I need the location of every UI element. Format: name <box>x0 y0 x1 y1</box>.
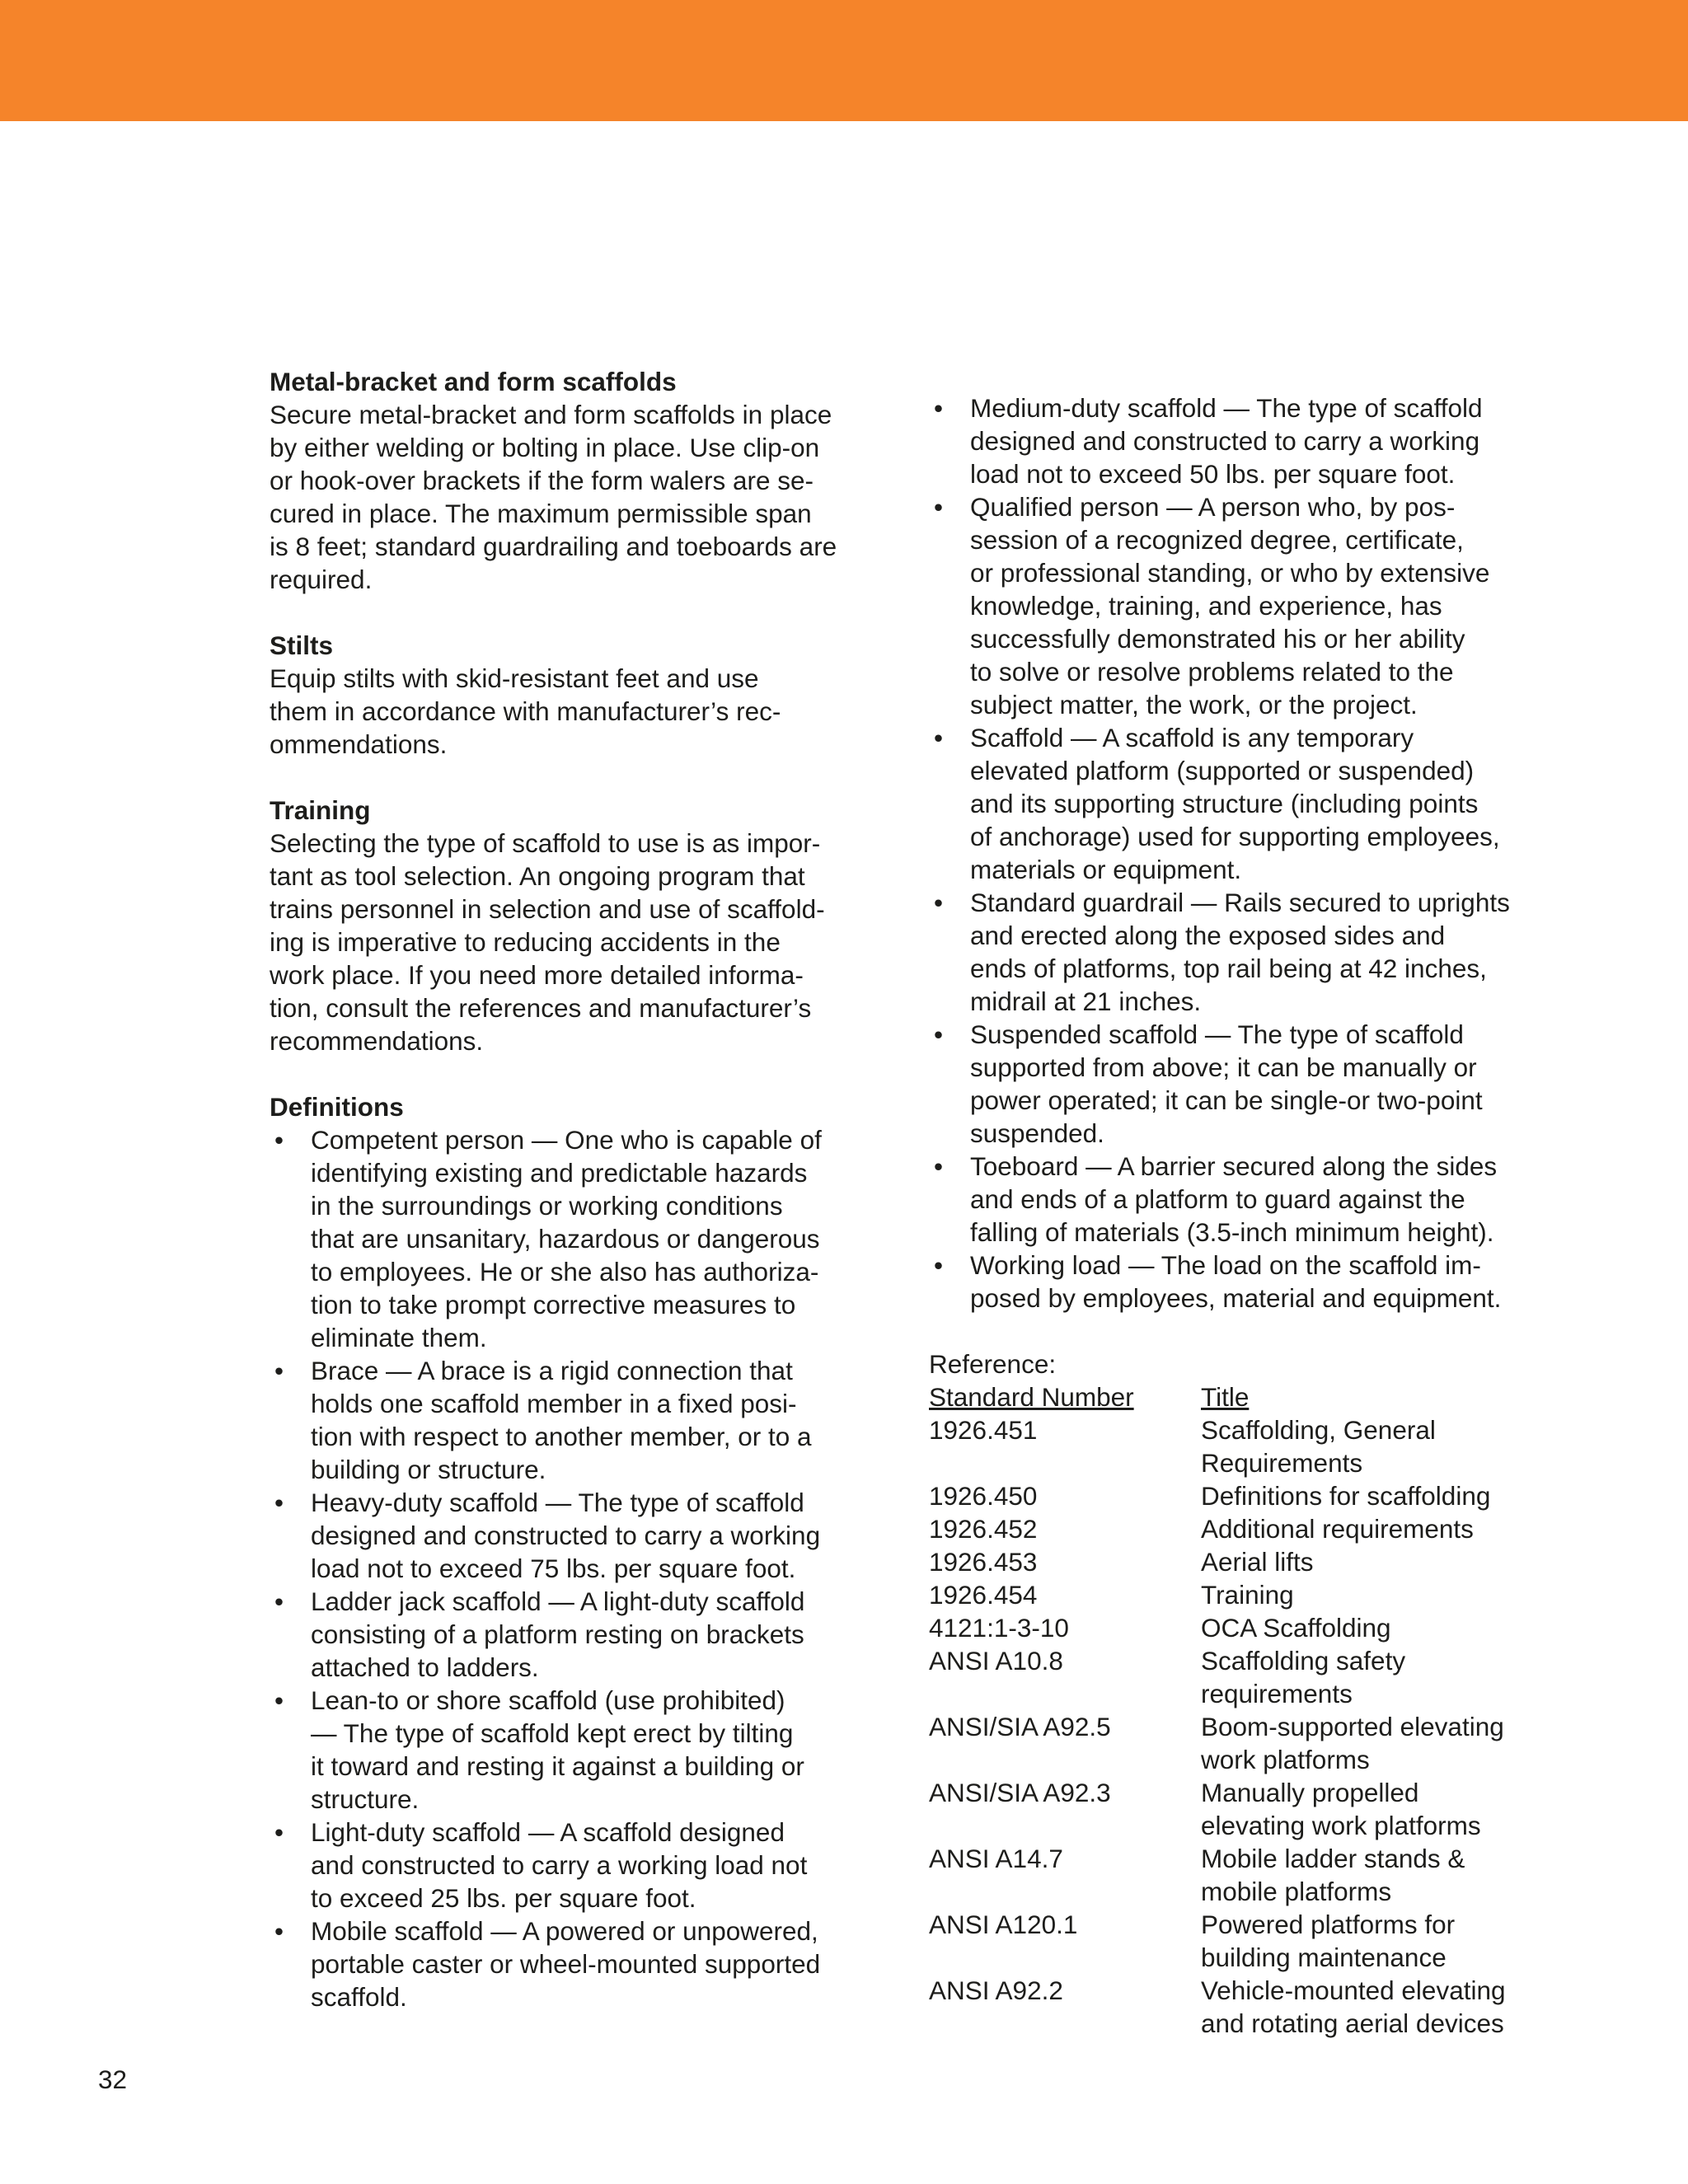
text-line: • Heavy-duty scaffold — The type of scaffold <box>311 1488 804 1517</box>
text-line: that are unsanitary, hazardous or dangerous <box>311 1224 820 1254</box>
text-line: tion, consult the references and manufacturer’s <box>270 993 812 1023</box>
standard-title <box>1201 1644 1572 1710</box>
standard-number: 1926.450 <box>929 1481 1038 1511</box>
reference-row <box>929 1908 1572 1974</box>
text-line: and erected along the exposed sides and <box>970 921 1446 950</box>
section-body <box>270 398 879 596</box>
reference-row <box>929 1413 1572 1479</box>
text-line: to solve or resolve problems related to the <box>970 657 1454 687</box>
text-line: work place. If you need more detailed informa- <box>270 960 804 990</box>
reference-row <box>929 1512 1572 1545</box>
standard-title <box>1201 1413 1572 1479</box>
standard-title <box>1201 1578 1572 1611</box>
text-line: ommendations. <box>270 729 448 759</box>
sections <box>270 365 879 1057</box>
standard-number: 1926.451 <box>929 1415 1038 1445</box>
page-number: 32 <box>98 2064 128 2094</box>
definition-item <box>929 721 1564 886</box>
standard-number: ANSI A14.7 <box>929 1844 1063 1873</box>
text-line: posed by employees, material and equipment. <box>970 1283 1502 1313</box>
text-line: Manually propelled <box>1201 1778 1419 1807</box>
definition-item <box>270 1684 879 1816</box>
definition-item <box>929 391 1564 490</box>
section-heading: Metal-bracket and form scaffolds <box>270 367 677 396</box>
text-line: power operated; it can be single-or two-point <box>970 1085 1483 1115</box>
text-line: • Medium-duty scaffold — The type of scaffold <box>970 393 1483 423</box>
text-line: Mobile ladder stands & <box>1201 1844 1465 1873</box>
standard-title <box>1201 1479 1572 1512</box>
reference-row <box>929 1644 1572 1710</box>
definitions-list-left <box>270 1123 879 2013</box>
definition-item <box>270 1354 879 1486</box>
text-line: building maintenance <box>1201 1943 1447 1972</box>
text-line: work platforms <box>1201 1745 1370 1774</box>
text-line: Secure metal-bracket and form scaffolds in place <box>270 400 832 429</box>
reference-row <box>929 1710 1572 1776</box>
text-line: • Ladder jack scaffold — A light-duty scaffold <box>311 1586 805 1616</box>
text-line: Boom-supported elevating <box>1201 1712 1504 1741</box>
text-line: ends of platforms, top rail being at 42 inches, <box>970 954 1487 983</box>
text-line: and constructed to carry a working load not <box>311 1850 808 1880</box>
text-line: Aerial lifts <box>1201 1547 1314 1577</box>
text-line: • Light-duty scaffold — A scaffold designed <box>311 1817 785 1847</box>
text-line: elevated platform (supported or suspended) <box>970 756 1475 785</box>
text-line: is 8 feet; standard guardrailing and toeboards are <box>270 532 837 561</box>
right-column <box>929 391 1564 2040</box>
text-line: trains personnel in selection and use of scaffold- <box>270 894 825 924</box>
standard-title <box>1201 1545 1572 1578</box>
text-line: it toward and resting it against a building or <box>311 1751 804 1781</box>
text-line: attached to ladders. <box>311 1652 539 1682</box>
text-line: identifying existing and predictable hazards <box>311 1158 808 1188</box>
reference-rows <box>929 1413 1572 2040</box>
text-line: Definitions for scaffolding <box>1201 1481 1491 1511</box>
text-line: Additional requirements <box>1201 1514 1474 1544</box>
text-line: materials or equipment. <box>970 855 1242 884</box>
text-line: session of a recognized degree, certificate, <box>970 525 1464 555</box>
text-line: Training <box>1201 1580 1294 1610</box>
definitions-list-right <box>929 391 1564 1315</box>
section-body <box>270 662 879 761</box>
text-line: Scaffolding safety <box>1201 1646 1406 1675</box>
standard-number: ANSI/SIA A92.5 <box>929 1712 1111 1741</box>
text-line: to employees. He or she also has authoriza- <box>311 1257 819 1286</box>
standard-title <box>1201 1710 1572 1776</box>
reference-table <box>929 1380 1572 2040</box>
reference-label: Reference: <box>929 1349 1057 1379</box>
text-line: Selecting the type of scaffold to use is as impor- <box>270 828 821 858</box>
text-line: by either welding or bolting in place. Use clip-on <box>270 433 820 462</box>
text-line: • Lean-to or shore scaffold (use prohibited) <box>311 1685 785 1715</box>
text-line: eliminate them. <box>311 1323 487 1352</box>
reference-header-standard: Standard Number <box>929 1382 1134 1412</box>
text-line: Requirements <box>1201 1448 1363 1478</box>
text-line: and its supporting structure (including points <box>970 789 1479 818</box>
definition-item <box>929 1249 1564 1315</box>
definition-item <box>929 886 1564 1018</box>
standard-title <box>1201 1512 1572 1545</box>
reference-block <box>929 1347 1564 2040</box>
standard-number: 1926.453 <box>929 1547 1038 1577</box>
standard-title <box>1201 1842 1572 1908</box>
text-line: supported from above; it can be manually or <box>970 1052 1477 1082</box>
reference-row <box>929 1611 1572 1644</box>
text-line: required. <box>270 565 373 594</box>
section <box>270 794 879 1057</box>
text-line: tant as tool selection. An ongoing program that <box>270 861 805 891</box>
header-band <box>0 0 1688 121</box>
reference-row <box>929 1974 1572 2040</box>
reference-row <box>929 1578 1572 1611</box>
text-line: • Scaffold — A scaffold is any temporary <box>970 723 1414 752</box>
definitions-section <box>270 1090 879 2013</box>
text-line: designed and constructed to carry a working <box>970 426 1480 456</box>
definition-item <box>929 1150 1564 1249</box>
text-line: tion to take prompt corrective measures to <box>311 1290 796 1319</box>
text-line: holds one scaffold member in a fixed posi- <box>311 1389 797 1418</box>
text-line: Equip stilts with skid-resistant feet and use <box>270 663 759 693</box>
definitions-heading: Definitions <box>270 1092 404 1122</box>
definition-item <box>270 1585 879 1684</box>
text-line: load not to exceed 75 lbs. per square foot. <box>311 1554 796 1583</box>
section <box>270 365 879 596</box>
standard-number: ANSI A120.1 <box>929 1910 1078 1939</box>
text-line: • Suspended scaffold — The type of scaffold <box>970 1019 1464 1049</box>
text-line: • Toeboard — A barrier secured along the sides <box>970 1151 1498 1181</box>
standard-number: ANSI A10.8 <box>929 1646 1063 1675</box>
reference-row <box>929 1545 1572 1578</box>
definition-item <box>270 1915 879 2013</box>
text-line: or professional standing, or who by extensive <box>970 558 1490 588</box>
text-line: to exceed 25 lbs. per square foot. <box>311 1883 696 1913</box>
text-line: suspended. <box>970 1118 1104 1148</box>
text-line: building or structure. <box>311 1455 546 1484</box>
standard-number: 1926.452 <box>929 1514 1038 1544</box>
text-line: — The type of scaffold kept erect by tilting <box>311 1718 794 1748</box>
text-line: subject matter, the work, or the project. <box>970 690 1418 719</box>
text-line: tion with respect to another member, or to a <box>311 1422 812 1451</box>
text-line: elevating work platforms <box>1201 1811 1481 1840</box>
standard-number: 4121:1-3-10 <box>929 1613 1069 1643</box>
standard-title <box>1201 1908 1572 1974</box>
text-line: • Brace — A brace is a rigid connection that <box>311 1356 793 1385</box>
text-line: and ends of a platform to guard against the <box>970 1184 1465 1214</box>
reference-row <box>929 1842 1572 1908</box>
text-line: portable caster or wheel-mounted supported <box>311 1949 821 1979</box>
text-line: successfully demonstrated his or her ability <box>970 624 1465 654</box>
text-line: consisting of a platform resting on brackets <box>311 1619 804 1649</box>
text-line: Powered platforms for <box>1201 1910 1456 1939</box>
text-line: • Standard guardrail — Rails secured to uprights <box>970 888 1510 917</box>
text-line: or hook-over brackets if the form walers are se- <box>270 466 814 495</box>
section <box>270 629 879 761</box>
definition-item <box>929 1018 1564 1150</box>
text-line: midrail at 21 inches. <box>970 987 1202 1016</box>
text-line: and rotating aerial devices <box>1201 2008 1504 2038</box>
text-line: ing is imperative to reducing accidents in the <box>270 927 781 957</box>
text-line: scaffold. <box>311 1982 407 2012</box>
standard-title <box>1201 1611 1572 1644</box>
section-heading: Training <box>270 795 371 825</box>
text-line: OCA Scaffolding <box>1201 1613 1391 1643</box>
text-line: mobile platforms <box>1201 1877 1392 1906</box>
left-column <box>270 365 879 2046</box>
text-line: Scaffolding, General <box>1201 1415 1436 1445</box>
reference-header-row <box>929 1380 1572 1413</box>
text-line: • Mobile scaffold — A powered or unpowered, <box>311 1916 818 1946</box>
standard-title <box>1201 1776 1572 1842</box>
text-line: requirements <box>1201 1679 1353 1708</box>
text-line: in the surroundings or working conditions <box>311 1191 783 1221</box>
text-line: recommendations. <box>270 1026 484 1056</box>
text-line: falling of materials (3.5-inch minimum height). <box>970 1217 1494 1247</box>
standard-number: ANSI/SIA A92.3 <box>929 1778 1111 1807</box>
definition-item <box>270 1486 879 1585</box>
text-line: cured in place. The maximum permissible span <box>270 499 812 528</box>
standard-title <box>1201 1974 1572 2040</box>
text-line: Vehicle-mounted elevating <box>1201 1975 1506 2005</box>
text-line: structure. <box>311 1784 420 1814</box>
standard-number: 1926.454 <box>929 1580 1038 1610</box>
text-line: • Competent person — One who is capable of <box>311 1125 822 1155</box>
reference-row <box>929 1479 1572 1512</box>
reference-row <box>929 1776 1572 1842</box>
definition-item <box>929 490 1564 721</box>
text-line: • Qualified person — A person who, by pos- <box>970 492 1456 522</box>
reference-header-title: Title <box>1201 1382 1250 1412</box>
text-line: knowledge, training, and experience, has <box>970 591 1442 621</box>
standard-number: ANSI A92.2 <box>929 1975 1063 2005</box>
section-body <box>270 827 879 1057</box>
text-line: them in accordance with manufacturer’s rec- <box>270 696 781 726</box>
text-line: designed and constructed to carry a working <box>311 1521 821 1550</box>
section-heading: Stilts <box>270 630 334 660</box>
definition-item <box>270 1816 879 1915</box>
definition-item <box>270 1123 879 1354</box>
text-line: of anchorage) used for supporting employees, <box>970 822 1500 851</box>
text-line: • Working load — The load on the scaffold im- <box>970 1250 1481 1280</box>
text-line: load not to exceed 50 lbs. per square foot. <box>970 459 1456 489</box>
